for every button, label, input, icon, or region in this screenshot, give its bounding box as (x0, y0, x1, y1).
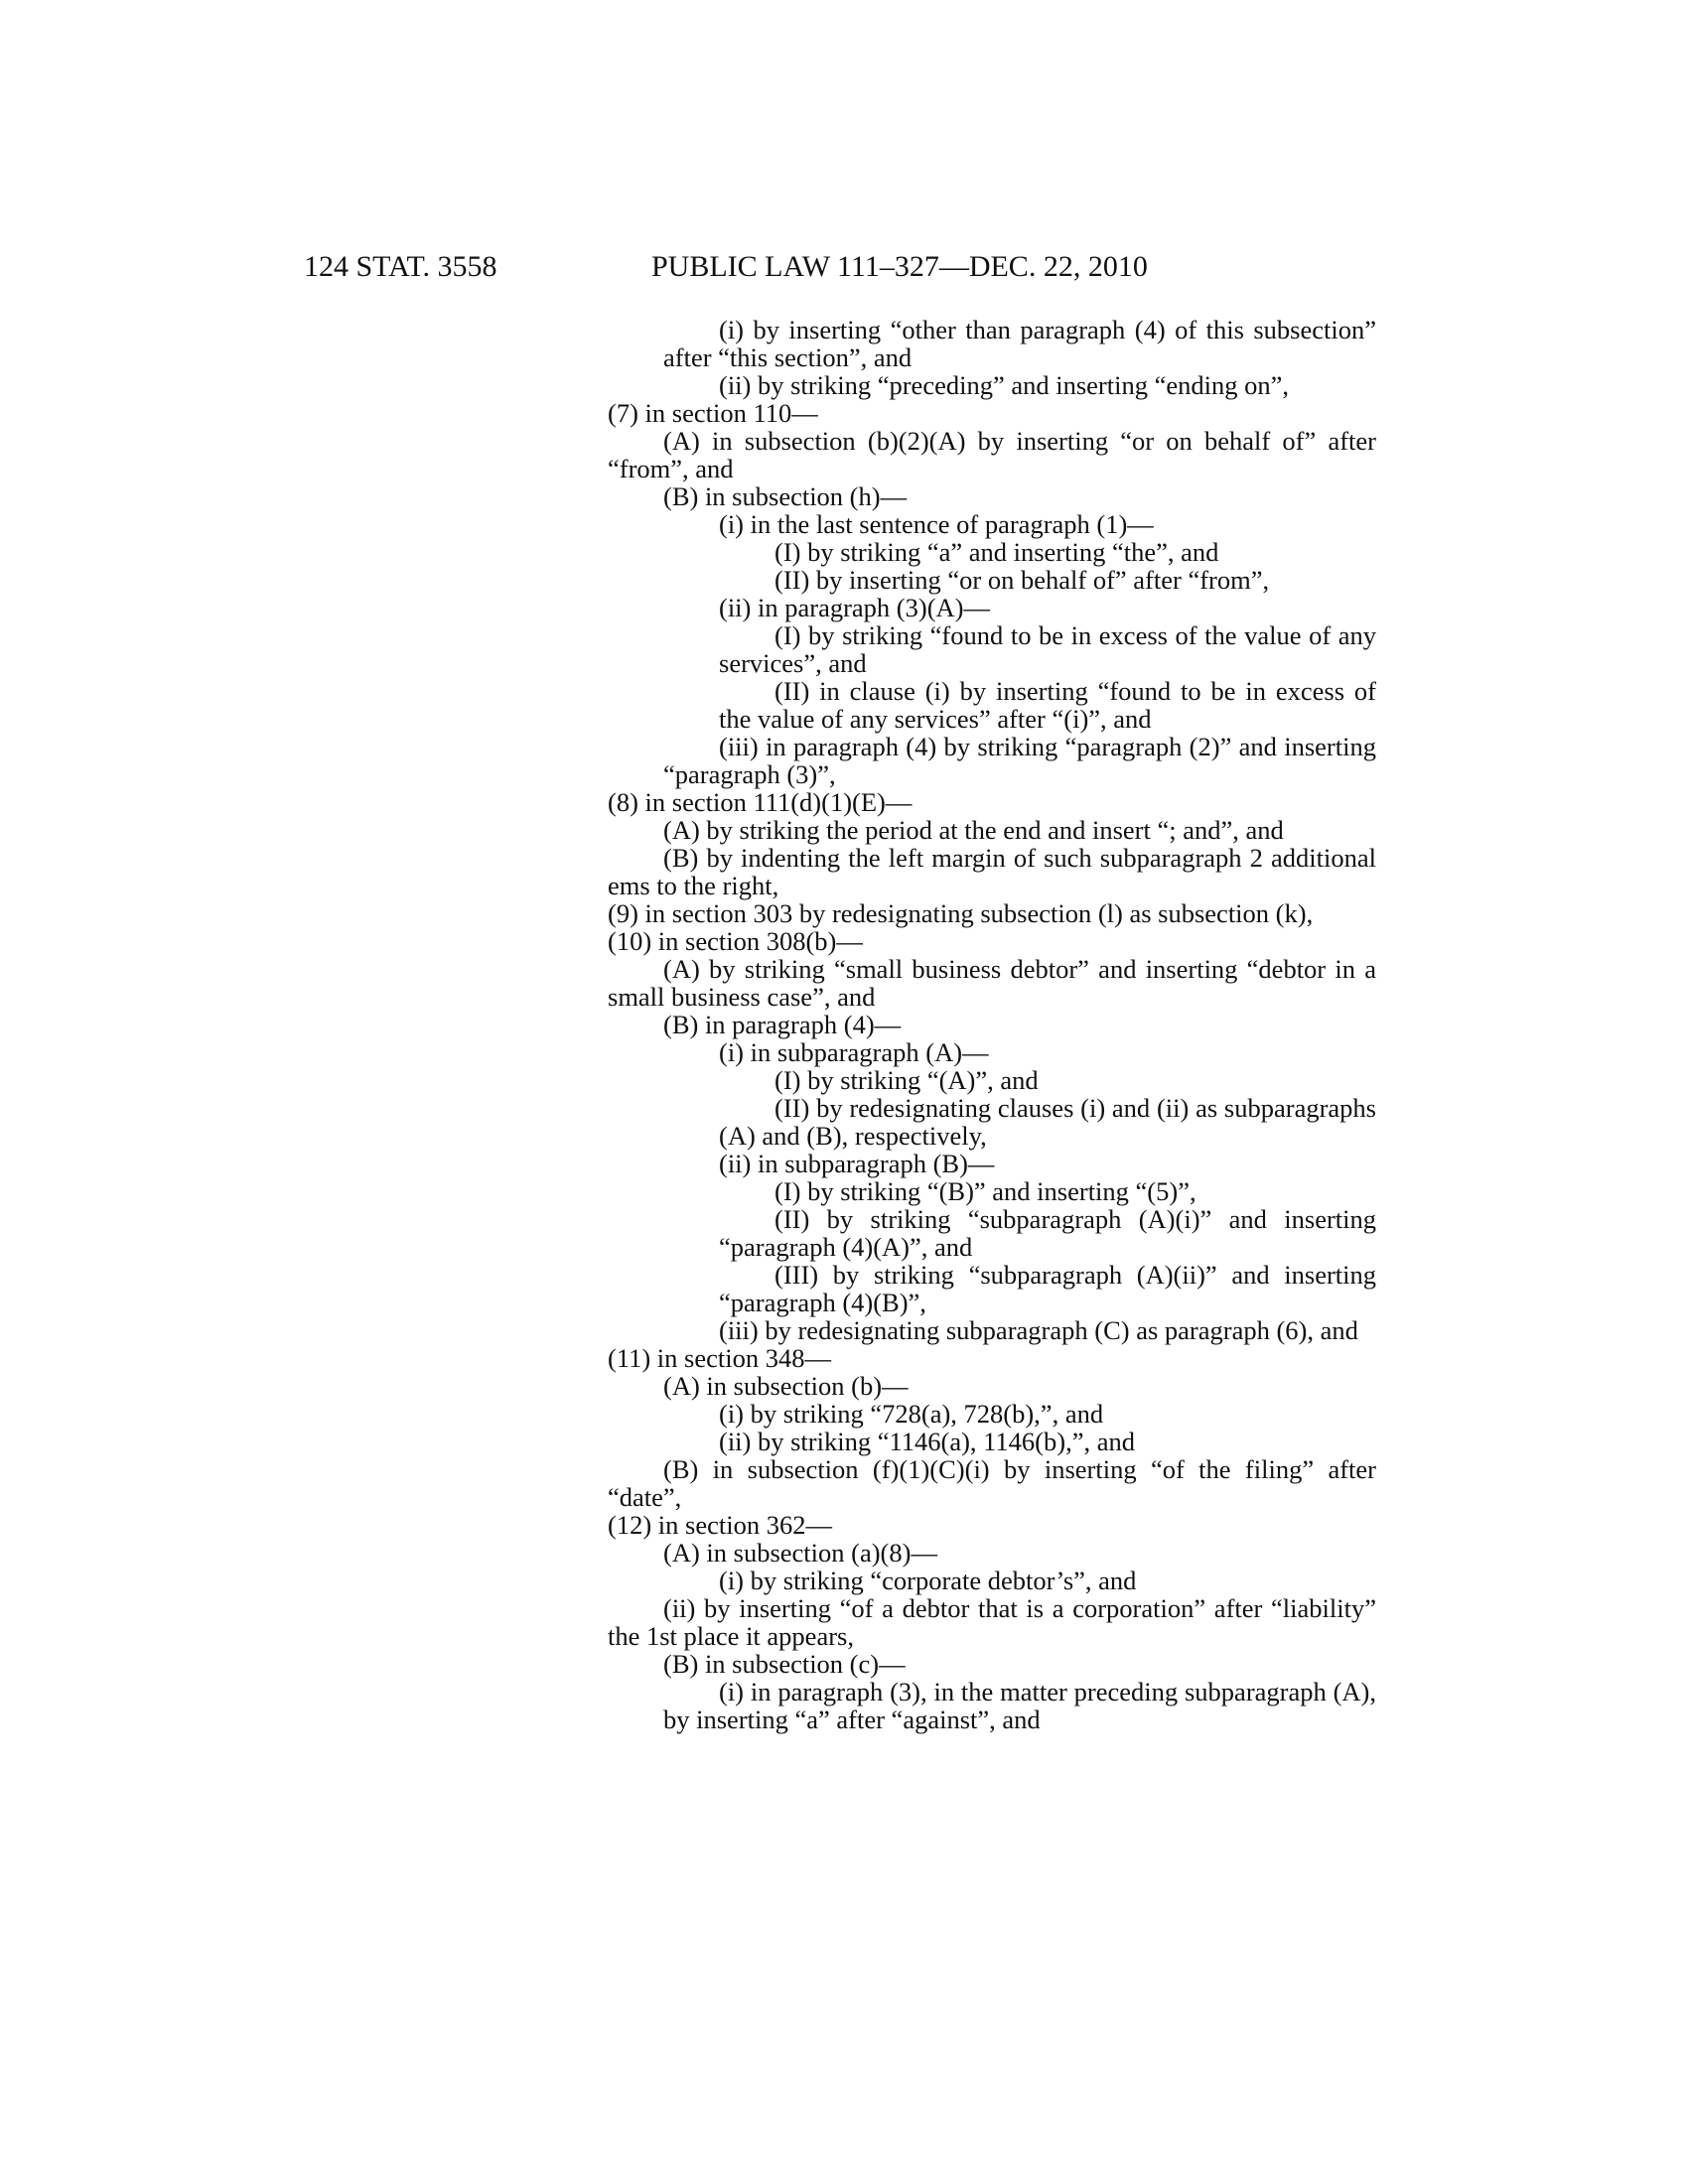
page-header (0, 250, 1688, 290)
text-line: (i) by inserting “other than paragraph (4) of this subsection” after “this section”, and (663, 315, 1376, 372)
text-line: (8) in section 111(d)(1)(E)— (608, 787, 913, 817)
text-line: (i) by striking “728(a), 728(b),”, and (719, 1399, 1104, 1429)
text-line: (ii) by inserting “of a debtor that is a corporation” after “liability” the 1st place it appears, (608, 1593, 1376, 1651)
text-line: (B) by indenting the left margin of such subparagraph 2 additional ems to the right, (608, 843, 1376, 900)
text-line: (B) in subsection (h)— (663, 481, 908, 511)
text-line: (A) by striking “small business debtor” and inserting “debtor in a small business case”, and (608, 954, 1376, 1012)
text-line: (i) in subparagraph (A)— (719, 1037, 989, 1067)
document-body (552, 316, 1376, 1733)
text-line: (i) by striking “corporate debtor’s”, and (719, 1566, 1137, 1595)
public-law-title: PUBLIC LAW 111–327—DEC. 22, 2010 (651, 250, 1148, 283)
text-line: (9) in section 303 by redesignating subsection (l) as subsection (k), (608, 898, 1314, 928)
text-line: (I) by striking “found to be in excess of the value of any services”, and (719, 620, 1376, 678)
statute-page-number: 124 STAT. 3558 (304, 250, 497, 283)
text-line: (A) in subsection (b)(2)(A) by inserting “or on behalf of” after “from”, and (608, 426, 1376, 483)
text-line: (B) in subsection (c)— (663, 1649, 906, 1679)
text-line: (12) in section 362— (608, 1510, 832, 1540)
text-line: (I) by striking “a” and inserting “the”, and (774, 537, 1219, 567)
text-line: (i) in the last sentence of paragraph (1)— (719, 509, 1154, 539)
text-line: (7) in section 110— (608, 398, 818, 428)
text-line: (II) by redesignating clauses (i) and (ii) as subparagraphs (A) and (B), respectively, (719, 1093, 1376, 1151)
text-line: (A) in subsection (b)— (663, 1371, 909, 1401)
text-line: (I) by striking “(B)” and inserting “(5)”, (774, 1176, 1196, 1206)
text-line: (ii) in subparagraph (B)— (719, 1149, 995, 1178)
text-line: (11) in section 348— (608, 1343, 831, 1373)
text-line: (ii) by striking “1146(a), 1146(b),”, and (719, 1427, 1135, 1456)
text-line: (A) by striking the period at the end and insert “; and”, and (663, 815, 1284, 845)
text-line: (II) in clause (i) by inserting “found to be in excess of the value of any services” after “(i)”, and (719, 676, 1376, 734)
text-line: (III) by striking “subparagraph (A)(ii)” and inserting “paragraph (4)(B)”, (719, 1260, 1376, 1317)
text-line: (II) by striking “subparagraph (A)(i)” and inserting “paragraph (4)(A)”, and (719, 1204, 1376, 1262)
text-line: (iii) by redesignating subparagraph (C) as paragraph (6), and (719, 1315, 1358, 1345)
text-line: (I) by striking “(A)”, and (774, 1065, 1039, 1095)
text-line: (ii) in paragraph (3)(A)— (719, 593, 990, 622)
text-line: (A) in subsection (a)(8)— (663, 1538, 937, 1568)
text-line: (iii) in paragraph (4) by striking “paragraph (2)” and inserting “paragraph (3)”, (663, 732, 1376, 789)
text-line: (B) in subsection (f)(1)(C)(i) by inserting “of the filing” after “date”, (608, 1454, 1376, 1512)
text-line: (10) in section 308(b)— (608, 926, 863, 956)
text-line: (B) in paragraph (4)— (663, 1010, 902, 1039)
text-line: (i) in paragraph (3), in the matter preceding subparagraph (A), by inserting “a” after “against”, and (663, 1677, 1376, 1734)
text-line: (ii) by striking “preceding” and inserting “ending on”, (719, 370, 1289, 400)
text-line: (II) by inserting “or on behalf of” after “from”, (774, 565, 1270, 595)
